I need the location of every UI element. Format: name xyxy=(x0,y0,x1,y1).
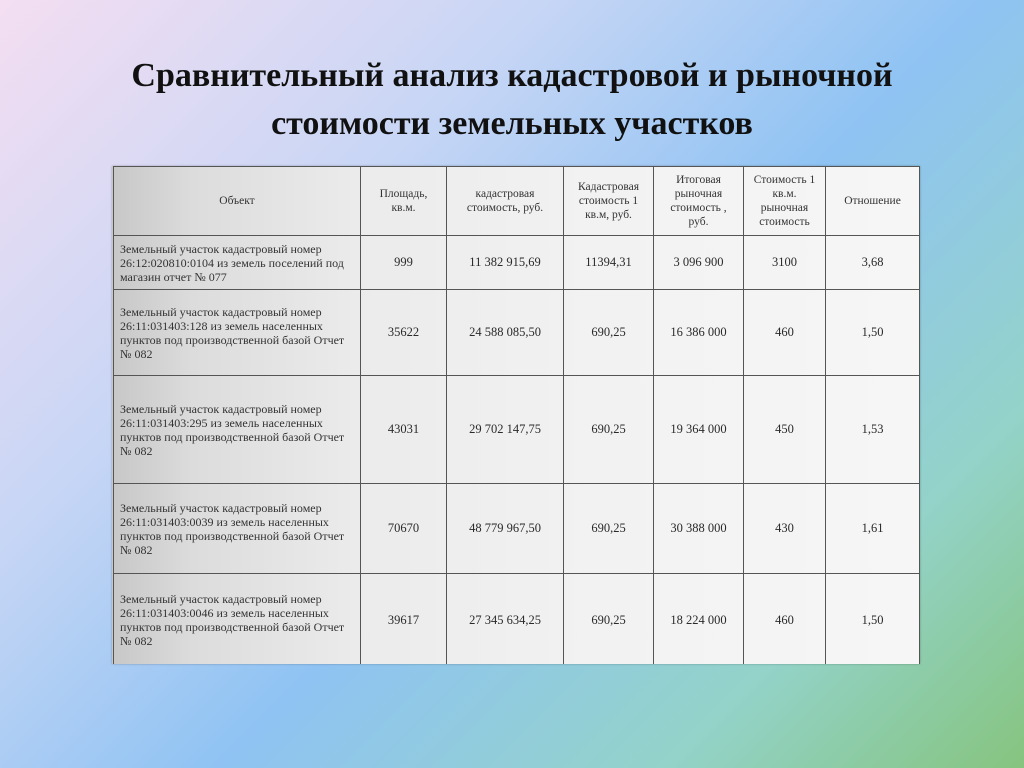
cell-object: Земельный участок кадастровый номер 26:11:031403:295 из земель населенных пунктов под производственной базой Отчет № 082 xyxy=(114,376,361,484)
cell-market-value: 19 364 000 xyxy=(654,376,744,484)
cell-object: Земельный участок кадастровый номер 26:11:031403:0046 из земель населенных пунктов под производственной базой Отчет № 082 xyxy=(114,574,361,665)
cell-ratio: 1,50 xyxy=(826,290,920,376)
header-ratio: Отношение xyxy=(826,167,920,236)
cell-market-per-sqm: 450 xyxy=(744,376,826,484)
cell-market-per-sqm: 460 xyxy=(744,574,826,665)
cell-object: Земельный участок кадастровый номер 26:11:031403:0039 из земель населенных пунктов под производственной базой Отчет № 082 xyxy=(114,484,361,574)
table-row xyxy=(114,236,920,290)
cell-area: 999 xyxy=(361,236,447,290)
cell-market-value: 3 096 900 xyxy=(654,236,744,290)
cell-cadastral-value: 29 702 147,75 xyxy=(447,376,564,484)
cell-cadastral-per-sqm: 690,25 xyxy=(564,574,654,665)
cell-cadastral-per-sqm: 690,25 xyxy=(564,484,654,574)
cell-ratio: 1,61 xyxy=(826,484,920,574)
cell-ratio: 1,50 xyxy=(826,574,920,665)
cell-ratio: 3,68 xyxy=(826,236,920,290)
cell-market-per-sqm: 3100 xyxy=(744,236,826,290)
cell-cadastral-value: 27 345 634,25 xyxy=(447,574,564,665)
cell-market-value: 30 388 000 xyxy=(654,484,744,574)
cell-area: 35622 xyxy=(361,290,447,376)
header-object: Объект xyxy=(114,167,361,236)
table-row xyxy=(114,574,920,665)
scanned-table-image xyxy=(112,166,920,664)
cell-market-value: 18 224 000 xyxy=(654,574,744,665)
header-market-per-sqm: Стоимость 1 кв.м. рыночная стоимость xyxy=(744,167,826,236)
cell-market-per-sqm: 430 xyxy=(744,484,826,574)
cell-area: 43031 xyxy=(361,376,447,484)
slide-title xyxy=(40,52,984,148)
table-header-row xyxy=(114,167,920,236)
cell-area: 39617 xyxy=(361,574,447,665)
cell-cadastral-value: 11 382 915,69 xyxy=(447,236,564,290)
header-cadastral-per-sqm: Кадастровая стоимость 1 кв.м, руб. xyxy=(564,167,654,236)
header-area: Площадь, кв.м. xyxy=(361,167,447,236)
cell-area: 70670 xyxy=(361,484,447,574)
cell-ratio: 1,53 xyxy=(826,376,920,484)
title-line-2: стоимости земельных участков xyxy=(271,105,753,142)
header-cadastral-value: кадастровая стоимость, руб. xyxy=(447,167,564,236)
cell-cadastral-value: 24 588 085,50 xyxy=(447,290,564,376)
cell-cadastral-per-sqm: 11394,31 xyxy=(564,236,654,290)
title-line-1: Сравнительный анализ кадастровой и рыночной xyxy=(131,57,893,94)
comparison-table xyxy=(113,166,920,664)
table-row xyxy=(114,290,920,376)
table-row xyxy=(114,484,920,574)
cell-cadastral-value: 48 779 967,50 xyxy=(447,484,564,574)
header-market-value: Итоговая рыночная стоимость , руб. xyxy=(654,167,744,236)
cell-market-value: 16 386 000 xyxy=(654,290,744,376)
cell-cadastral-per-sqm: 690,25 xyxy=(564,376,654,484)
cell-object: Земельный участок кадастровый номер 26:12:020810:0104 из земель поселений под магазин отчет № 077 xyxy=(114,236,361,290)
cell-cadastral-per-sqm: 690,25 xyxy=(564,290,654,376)
cell-object: Земельный участок кадастровый номер 26:11:031403:128 из земель населенных пунктов под производственной базой Отчет № 082 xyxy=(114,290,361,376)
cell-market-per-sqm: 460 xyxy=(744,290,826,376)
table-row xyxy=(114,376,920,484)
